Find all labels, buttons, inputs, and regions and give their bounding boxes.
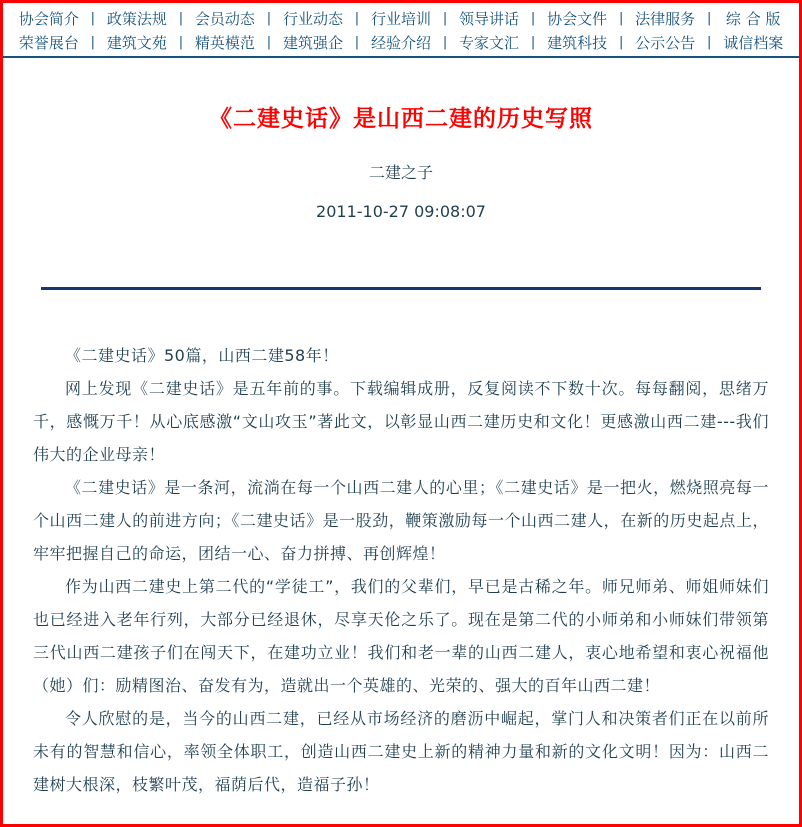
nav-item-1-7[interactable]: 公示公告 bbox=[635, 33, 696, 52]
nav-item-0-2[interactable]: 会员动态 bbox=[194, 9, 255, 28]
nav-separator: | bbox=[354, 10, 360, 26]
nav-item-0-8[interactable]: 综 合 版 bbox=[725, 9, 781, 28]
nav-item-1-3[interactable]: 建筑强企 bbox=[282, 33, 343, 52]
article-paragraph: 作为山西二建史上第二代的“学徒工”，我们的父辈们，早已是古稀之年。师兄师弟、师姐师妹们也已经进入老年行列，大部分已经退休，尽享天伦之乐了。现在是第二代的小师弟和小师妹们带领第三代山西二建孩子们在闯天下，在建功立业！我们和老一辈的山西二建人，衷心地希望和衷心祝福他（她）们：励精图治、奋发有为，造就出一个英雄的、光荣的、强大的百年山西二建！ bbox=[33, 577, 769, 695]
nav-row bbox=[7, 30, 795, 54]
article-date: 2011-10-27 09:08:07 bbox=[316, 202, 486, 221]
nav-separator: | bbox=[530, 10, 536, 26]
nav-separator: | bbox=[266, 34, 272, 50]
nav-separator: | bbox=[90, 34, 96, 50]
nav-separator: | bbox=[266, 10, 272, 26]
nav-item-1-5[interactable]: 专家文汇 bbox=[459, 33, 520, 52]
top-navigation bbox=[3, 3, 799, 58]
nav-separator: | bbox=[442, 10, 448, 26]
nav-item-0-6[interactable]: 协会文件 bbox=[547, 9, 608, 28]
title-divider bbox=[41, 287, 761, 290]
nav-separator: | bbox=[530, 34, 536, 50]
nav-separator: | bbox=[442, 34, 448, 50]
nav-separator: | bbox=[178, 10, 184, 26]
nav-row bbox=[7, 6, 795, 30]
article-paragraph: 《二建史话》是一条河，流淌在每一个山西二建人的心里；《二建史话》是一把火，燃烧照亮每一个山西二建人的前进方向；《二建史话》是一股劲，鞭策激励每一个山西二建人，在新的历史起点上，牢牢把握自己的命运，团结一心、奋力拼搏、再创辉煌！ bbox=[33, 478, 769, 563]
nav-item-0-7[interactable]: 法律服务 bbox=[635, 9, 696, 28]
nav-separator: | bbox=[178, 34, 184, 50]
nav-item-0-5[interactable]: 领导讲话 bbox=[459, 9, 520, 28]
article-body bbox=[33, 339, 769, 801]
nav-separator: | bbox=[90, 10, 96, 26]
nav-item-0-0[interactable]: 协会简介 bbox=[18, 9, 79, 28]
nav-separator: | bbox=[706, 10, 712, 26]
nav-item-1-6[interactable]: 建筑科技 bbox=[547, 33, 608, 52]
article-title: 《二建史话》是山西二建的历史写照 bbox=[209, 106, 593, 132]
nav-item-1-1[interactable]: 建筑文苑 bbox=[106, 33, 167, 52]
article-page bbox=[3, 100, 799, 801]
nav-item-0-1[interactable]: 政策法规 bbox=[106, 9, 167, 28]
article-paragraph: 令人欣慰的是，当今的山西二建，已经从市场经济的磨沥中崛起，掌门人和决策者们正在以前所未有的智慧和信心，率领全体职工，创造山西二建史上新的精神力量和新的文化文明！因为：山西二建树大根深，枝繁叶茂，福荫后代，造福子孙！ bbox=[33, 709, 769, 794]
nav-item-1-0[interactable]: 荣誉展台 bbox=[18, 33, 79, 52]
article-paragraph: 网上发现《二建史话》是五年前的事。下载编辑成册，反复阅读不下数十次。每每翻阅，思绪万千，感慨万千！从心底感激“文山攻玉”著此文，以彰显山西二建历史和文化！更感激山西二建---我们伟大的企业母亲！ bbox=[33, 379, 769, 464]
article-paragraph: 《二建史话》50篇，山西二建58年！ bbox=[65, 346, 339, 365]
nav-separator: | bbox=[618, 34, 624, 50]
nav-item-0-4[interactable]: 行业培训 bbox=[371, 9, 432, 28]
nav-item-0-3[interactable]: 行业动态 bbox=[282, 9, 343, 28]
nav-separator: | bbox=[706, 34, 712, 50]
nav-item-1-2[interactable]: 精英模范 bbox=[194, 33, 255, 52]
nav-item-1-8[interactable]: 诚信档案 bbox=[723, 33, 784, 52]
article-author: 二建之子 bbox=[368, 163, 433, 182]
nav-item-1-4[interactable]: 经验介绍 bbox=[371, 33, 432, 52]
nav-separator: | bbox=[354, 34, 360, 50]
nav-separator: | bbox=[618, 10, 624, 26]
